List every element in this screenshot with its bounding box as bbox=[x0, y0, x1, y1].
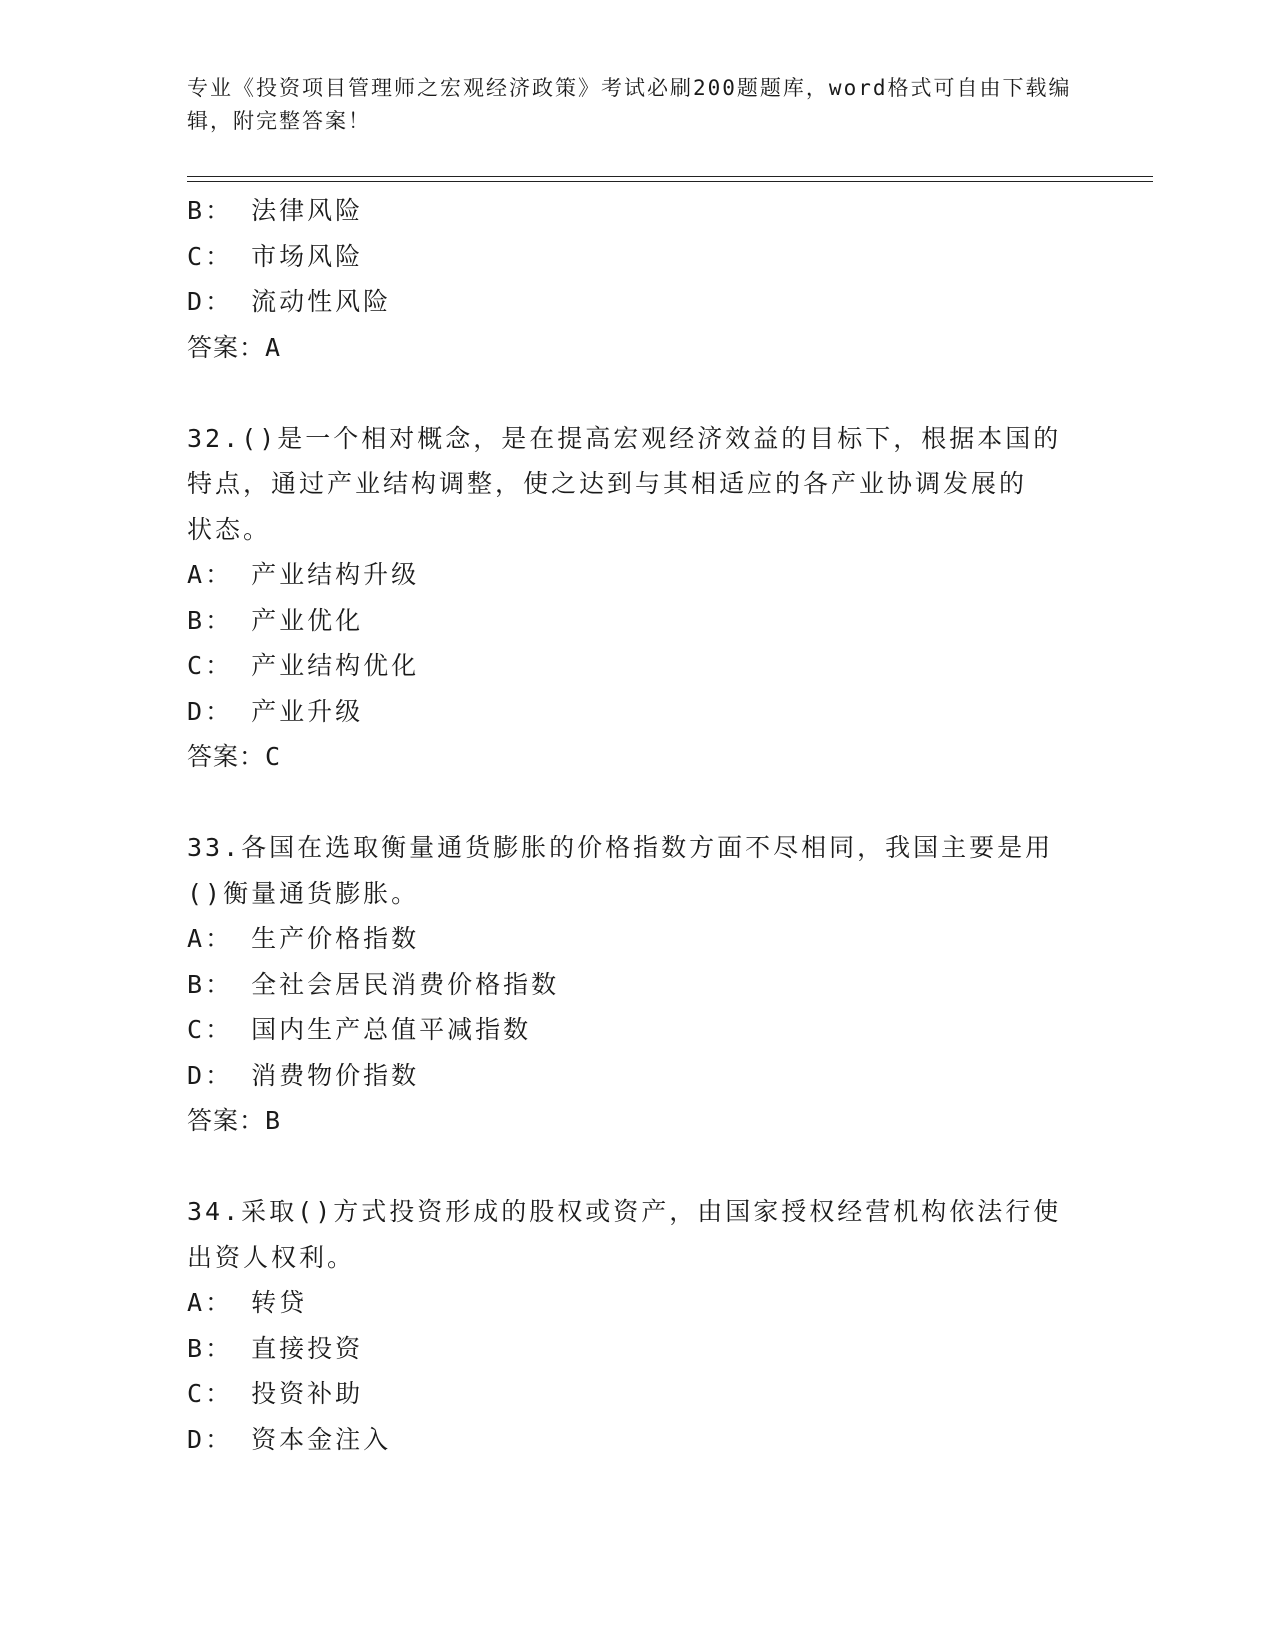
question-stem-line bbox=[187, 416, 1087, 462]
option-separator: ： bbox=[205, 924, 252, 953]
question-text: ()是一个相对概念，是在提高宏观经济效益的目标下，根据本国的 bbox=[241, 423, 1062, 453]
answer-label: 答案： bbox=[187, 742, 266, 771]
option-separator: ： bbox=[205, 969, 252, 999]
question-text: 特点，通过产业结构调整，使之达到与其相适应的各产业协调发展的 bbox=[187, 469, 1028, 498]
option-separator: ： bbox=[205, 1015, 252, 1044]
header-rule-top bbox=[187, 176, 1153, 177]
option-c bbox=[187, 1371, 1087, 1417]
header-rule-bottom bbox=[187, 181, 1153, 182]
question-33 bbox=[187, 825, 1087, 1144]
option-text: 直接投资 bbox=[251, 1333, 364, 1363]
option-separator: ： bbox=[205, 241, 252, 271]
question-text: 出资人权利。 bbox=[187, 1242, 356, 1272]
option-b bbox=[187, 962, 1087, 1008]
answer-line bbox=[187, 1098, 1087, 1144]
question-number: 33. bbox=[187, 833, 242, 862]
option-separator: ： bbox=[205, 287, 252, 316]
question-text: 采取()方式投资形成的股权或资产，由国家授权经营机构依法行使 bbox=[241, 1197, 1062, 1226]
option-letter: C bbox=[187, 241, 206, 271]
question-text: 状态。 bbox=[187, 514, 272, 544]
answer-line bbox=[187, 325, 1087, 371]
option-text: 产业升级 bbox=[251, 696, 364, 726]
option-text: 生产价格指数 bbox=[251, 924, 420, 953]
question-stem-line bbox=[187, 461, 1087, 507]
spacer bbox=[187, 780, 1087, 826]
option-c bbox=[187, 1007, 1087, 1053]
option-a bbox=[187, 552, 1087, 598]
question-stem-line bbox=[187, 507, 1087, 553]
option-a bbox=[187, 1280, 1087, 1326]
option-separator: ： bbox=[205, 651, 252, 680]
option-d bbox=[187, 1053, 1087, 1099]
option-d bbox=[187, 689, 1087, 735]
option-separator: ： bbox=[205, 1424, 252, 1454]
option-letter: D bbox=[187, 696, 206, 726]
option-letter: C bbox=[187, 1379, 206, 1408]
document-header: 专业《投资项目管理师之宏观经济政策》考试必刷200题题库，word格式可自由下载编辑，附完整答案！ bbox=[187, 76, 1072, 133]
option-letter: C bbox=[187, 651, 206, 680]
answer-line bbox=[187, 734, 1087, 780]
option-text: 消费物价指数 bbox=[251, 1060, 420, 1090]
question-text: 各国在选取衡量通货膨胀的价格指数方面不尽相同，我国主要是用 bbox=[241, 833, 1054, 862]
answer-label: 答案： bbox=[187, 332, 266, 362]
answer-value: B bbox=[265, 1106, 282, 1135]
question-32 bbox=[187, 416, 1087, 780]
option-text: 市场风险 bbox=[251, 241, 364, 271]
question-content bbox=[187, 188, 1087, 1462]
question-stem-line bbox=[187, 825, 1087, 871]
option-letter: B bbox=[187, 969, 206, 999]
option-text: 产业优化 bbox=[251, 605, 364, 635]
option-separator: ： bbox=[205, 696, 252, 726]
option-text: 全社会居民消费价格指数 bbox=[251, 969, 560, 999]
option-letter: B bbox=[187, 605, 206, 635]
option-separator: ： bbox=[205, 1333, 252, 1363]
question-text: ()衡量通货膨胀。 bbox=[187, 878, 420, 908]
option-text: 产业结构升级 bbox=[251, 560, 420, 589]
option-text: 转贷 bbox=[251, 1288, 308, 1317]
option-letter: D bbox=[187, 1424, 206, 1454]
option-b bbox=[187, 598, 1087, 644]
answer-label: 答案： bbox=[187, 1106, 266, 1135]
option-letter: B bbox=[187, 1333, 206, 1363]
question-stem-line bbox=[187, 1189, 1087, 1235]
option-b bbox=[187, 1326, 1087, 1372]
option-letter: A bbox=[187, 924, 206, 953]
option-separator: ： bbox=[205, 1288, 252, 1317]
option-separator: ： bbox=[205, 1060, 252, 1090]
answer-value: A bbox=[265, 332, 282, 362]
option-c bbox=[187, 234, 1087, 280]
option-text: 流动性风险 bbox=[251, 287, 392, 316]
option-text: 投资补助 bbox=[251, 1379, 364, 1408]
option-text: 产业结构优化 bbox=[251, 651, 420, 680]
question-34 bbox=[187, 1189, 1087, 1462]
option-letter: B bbox=[187, 196, 206, 225]
option-separator: ： bbox=[205, 196, 252, 225]
option-letter: C bbox=[187, 1015, 206, 1044]
option-separator: ： bbox=[205, 560, 252, 589]
option-letter: D bbox=[187, 287, 206, 316]
option-letter: D bbox=[187, 1060, 206, 1090]
question-number: 34. bbox=[187, 1197, 242, 1226]
option-text: 国内生产总值平减指数 bbox=[251, 1015, 532, 1044]
answer-value: C bbox=[265, 742, 282, 771]
option-d bbox=[187, 1417, 1087, 1463]
partial-question bbox=[187, 188, 1087, 370]
spacer bbox=[187, 1144, 1087, 1190]
option-separator: ： bbox=[205, 1379, 252, 1408]
spacer bbox=[187, 370, 1087, 416]
option-c bbox=[187, 643, 1087, 689]
option-letter: A bbox=[187, 560, 206, 589]
option-text: 法律风险 bbox=[251, 196, 364, 225]
question-number: 32. bbox=[187, 423, 242, 453]
option-d bbox=[187, 279, 1087, 325]
question-stem-line bbox=[187, 1235, 1087, 1281]
option-letter: A bbox=[187, 1288, 206, 1317]
option-text: 资本金注入 bbox=[251, 1424, 392, 1454]
question-stem-line bbox=[187, 871, 1087, 917]
option-b bbox=[187, 188, 1087, 234]
option-a bbox=[187, 916, 1087, 962]
option-separator: ： bbox=[205, 605, 252, 635]
